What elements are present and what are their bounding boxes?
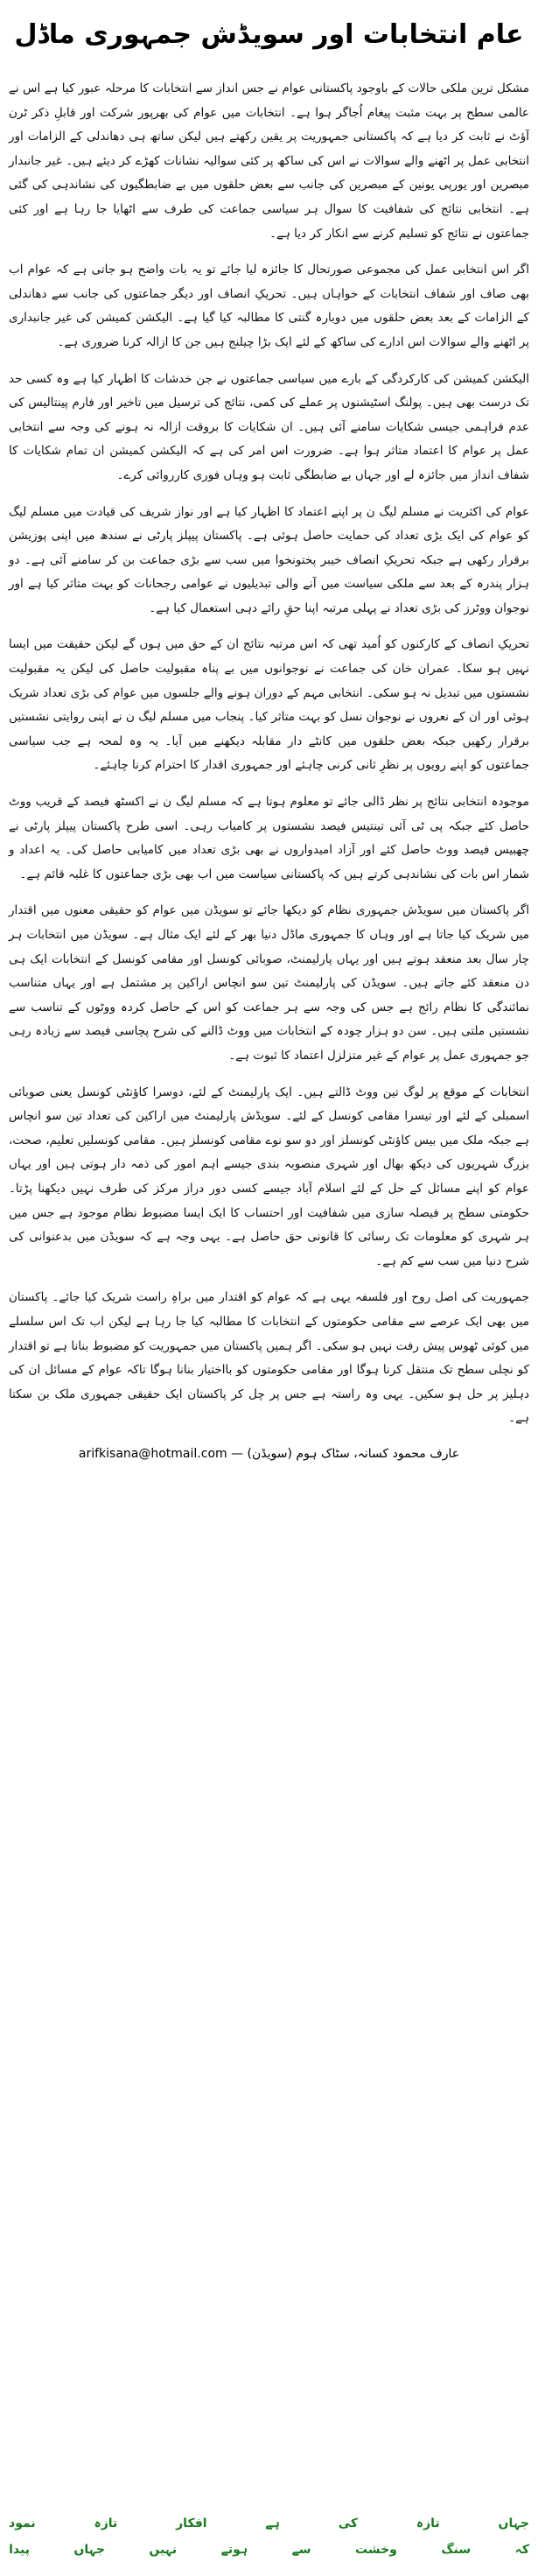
article-paragraph: انتخابات کے موقع پر لوگ تین ووٹ ڈالتے ہیں۔ ایک پارلیمنٹ کے لئے، دوسرا کاؤنٹی کونسل یعنی صوبائی اسمبلی کے لئے اور تیسرا مقامی کونسل کے لئے۔ سویڈش پارلیمنٹ میں اراکین کی تعداد تین سو انچاس ہے جبکہ ملک میں بیس کاؤنٹی کونسلز اور دو سو نوے مقامی کونسلز ہیں۔ مقامی کونسلیں تعلیم، صحت، بزرگ شہریوں کی دیکھ بھال اور شہری منصوبہ بندی جیسے اہم امور کی ذمہ دار ہوتی ہیں اور یہاں عوام کو اپنے مسائل کے حل کے لئے اسلام آباد جیسے کسی دور دراز مرکز کی طرف نہیں دیکھنا پڑتا۔ حکومتی سطح پر فیصلہ سازی میں شفافیت اور احتساب کا ایک ایسا مضبوط نظام موجود ہے جس میں ہر شہری کو معلومات تک رسائی کا قانونی حق حاصل ہے۔ یہی وجہ ہے کہ سویڈن میں بدعنوانی کی شرح دنیا میں سب سے کم ہے۔: [9, 1084, 529, 1268]
couplet-word: پیدا: [9, 2543, 30, 2557]
author-signature: عارف محمود کسانہ، سٹاک ہوم (سویڈن) — arifkisana@hotmail.com: [78, 1446, 460, 1461]
couplet-line-1: [9, 2510, 529, 2537]
couplet-word: ہوتے: [220, 2543, 248, 2557]
article-paragraph: عوام کی اکثریت نے مسلم لیگ ن پر اپنے اعتماد کا اظہار کیا ہے اور نواز شریف کی قیادت میں مسلم لیگ کو عوام کی ایک بڑی تعداد کی حمایت حاصل ہوئی ہے۔ پاکستان پیپلز پارٹی نے سندھ میں اپنی پوزیشن برقرار رکھی ہے جبکہ تحریکِ انصاف خیبر پختونخوا میں سب سے بڑی جماعت بن کر سامنے آئی ہے۔ دو ہزار پندرہ کے بعد سے ملکی سیاست میں آنے والی تبدیلیوں نے عوامی رجحانات کو بہت متاثر کیا ہے اور نوجوان ووٹرز کی بڑی تعداد نے پہلی مرتبہ اپنا حقِ رائے دہی استعمال کیا ہے۔: [9, 504, 529, 615]
couplet-word: سنگ: [441, 2543, 472, 2557]
couplet-word: وخشت: [355, 2543, 397, 2557]
author-name: عارف محمود کسانہ، سٹاک ہوم (سویڈن): [247, 1446, 460, 1461]
article-paragraph: اگر پاکستان میں سویڈش جمہوری نظام کو دیکھا جائے تو سویڈن میں عوام کو حقیقی معنوں میں اقتدار میں شریک کیا جاتا ہے اور وہاں کا جمہوری ماڈل دنیا بھر کے لئے ایک مثال ہے۔ سویڈن میں انتخابات ہر چار سال بعد منعقد ہوتے ہیں اور یہاں پارلیمنٹ، صوبائی کونسل اور مقامی کونسل کے انتخابات ایک ہی دن منعقد کئے جاتے ہیں۔ سویڈن کی پارلیمنٹ تین سو انچاس اراکین پر مشتمل ہے اور یہاں متناسب نمائندگی کا نظام رائج ہے جس کی وجہ سے ہر جماعت کو اس کے حاصل کردہ ووٹوں کے تناسب سے نشستیں ملتی ہیں۔ سن دو ہزار چودہ کے انتخابات میں ووٹ ڈالنے کی شرح پچاسی فیصد سے زیادہ رہی جو جمہوری عمل پر عوام کے غیر متزلزل اعتماد کا ثبوت ہے۔: [9, 903, 529, 1063]
article-paragraph: اگر اس انتخابی عمل کی مجموعی صورتحال کا جائزہ لیا جائے تو یہ بات واضح ہو جاتی ہے کہ عوام اب بھی صاف اور شفاف انتخابات کے خواہاں ہیں۔ تحریکِ انصاف اور دیگر جماعتوں کی جانب سے دھاندلی کے الزامات کے بعد بعض حلقوں میں دوبارہ گنتی کا مطالبہ کیا گیا ہے۔ الیکشن کمیشن کی غیر جانبداری پر اٹھنے والے سوالات اس ادارے کی ساکھ کے لئے ایک بڑا چیلنج ہیں جن کا ازالہ کرنا ضروری ہے۔: [9, 263, 529, 349]
author-email: arifkisana@hotmail.com: [78, 1446, 227, 1461]
article-paragraph: جمہوریت کی اصل روح اور فلسفہ یہی ہے کہ عوام کو اقتدار میں براہِ راست شریک کیا جائے۔ پاکستان میں بھی ایک عرصے سے مقامی حکومتوں کے انتخابات کا مطالبہ کیا جا رہا ہے لیکن اب تک اس سلسلے میں کوئی ٹھوس پیش رفت نہیں ہو سکی۔ اگر ہمیں پاکستان میں جمہوریت کو مضبوط بنانا ہے تو اقتدار کو نچلی سطح تک منتقل کرنا ہوگا اور مقامی حکومتوں کو بااختیار بنانا ہوگا تاکہ عوام کے مسائل ان کی دہلیز پر حل ہو سکیں۔ یہی وہ راستہ ہے جس پر چل کر پاکستان ایک حقیقی جمہوری ملک بن سکتا ہے۔: [9, 1290, 529, 1426]
couplet-word: جہاں: [498, 2516, 529, 2530]
article-headline: عام انتخابات اور سویڈش جمہوری ماڈل: [14, 19, 524, 50]
article-paragraph: الیکشن کمیشن کی کارکردگی کے بارے میں سیاسی جماعتوں نے جن خدشات کا اظہار کیا ہے وہ کسی حد تک درست بھی ہیں۔ پولنگ اسٹیشنوں پر عملے کی کمی، نتائج کی ترسیل میں تاخیر اور فارم پینتالیس کی عدم فراہمی جیسی شکایات سامنے آئی ہیں۔ ان شکایات کا بروقت ازالہ نہ ہونے کی وجہ سے انتخابی عمل پر عوام کا اعتماد متاثر ہوا ہے۔ ضرورت اس امر کی ہے کہ الیکشن کمیشن ان تمام شکایات کا شفاف انداز میں جائزہ لے اور جہاں بے ضابطگی ثابت ہو وہاں فوری کارروائی کرے۔: [9, 371, 529, 482]
article-paragraph: موجودہ انتخابی نتائج پر نظر ڈالی جائے تو معلوم ہوتا ہے کہ مسلم لیگ ن نے اکسٹھ فیصد کے قریب ووٹ حاصل کئے جبکہ پی ٹی آئی تینتیس فیصد نشستوں پر کامیاب رہی۔ اسی طرح پاکستان پیپلز پارٹی نے چھبیس فیصد ووٹ حاصل کئے اور آزاد امیدواروں نے بھی بڑی تعداد میں کامیابی حاصل کی۔ یہ اعداد و شمار اس بات کی نشاندہی کرتے ہیں کہ پاکستانی سیاست میں اب بھی بڑی جماعتوں کا غلبہ قائم ہے۔: [9, 795, 529, 881]
couplet-word: کہ: [514, 2543, 529, 2557]
couplet-line-2: [9, 2537, 529, 2563]
couplet-word: تازہ: [416, 2516, 440, 2530]
closing-couplet: [9, 2510, 529, 2568]
couplet-word: کی: [338, 2516, 358, 2530]
couplet-word: ہے: [265, 2516, 280, 2530]
couplet-word: جہاں: [73, 2543, 105, 2557]
couplet-word: افکار: [176, 2516, 207, 2530]
article-paragraph: تحریکِ انصاف کے کارکنوں کو اُمید تھی کہ اس مرتبہ نتائج ان کے حق میں ہوں گے لیکن حقیقت میں ایسا نہیں ہو سکا۔ عمران خان کی جماعت نے نوجوانوں میں بے پناہ مقبولیت حاصل کی لیکن یہ مقبولیت نشستوں میں تبدیل نہ ہو سکی۔ انتخابی مہم کے دوران ہونے والے جلسوں میں عوام کی بڑی تعداد شریک ہوئی اور ان کے نعروں نے نوجوان نسل کو بہت متاثر کیا۔ پنجاب میں مسلم لیگ ن نے اپنی روایتی نشستیں برقرار رکھیں جبکہ بعض حلقوں میں کانٹے دار مقابلہ دیکھنے میں آیا۔ یہ وہ لمحہ ہے جب سیاسی جماعتوں کو اپنے رویوں پر نظرِ ثانی کرنی چاہئے اور جمہوری اقدار کا احترام کرنا چاہئے۔: [9, 637, 529, 773]
couplet-word: تازہ: [94, 2516, 118, 2530]
couplet-word: سے: [291, 2543, 311, 2557]
couplet-word: نمود: [9, 2516, 36, 2530]
article-body: [9, 77, 529, 1431]
article-paragraph: مشکل ترین ملکی حالات کے باوجود پاکستانی عوام نے جس انداز سے انتخابات کا مرحلہ عبور کیا ہے اس نے عالمی سطح پر بہت مثبت پیغام اُجاگر ہوا ہے۔ انتخابات میں عوام کی بھرپور شرکت اور قابلِ ذکر ٹرن آؤٹ نے ثابت کر دیا ہے کہ پاکستانی جمہوریت پر یقین رکھتے ہیں لیکن ساتھ ہی دھاندلی کے الزامات اور انتخابی عمل پر اٹھنے والے سوالات نے اس کی ساکھ پر کئی سوالیہ نشانات کھڑے کر دیئے ہیں۔ غیر جانبدار مبصرین اور یورپی یونین کے مبصرین کی جانب سے بعض حلقوں میں بے ضابطگیوں کی نشاندہی کی گئی ہے۔ انتخابی نتائج کی شفافیت کا سوال ہر سیاسی جماعت کی طرف سے اٹھایا جا رہا ہے اور کئی جماعتوں نے نتائج کو تسلیم کرنے سے انکار کر دیا ہے۔: [9, 81, 529, 241]
couplet-word: نہیں: [149, 2543, 178, 2557]
